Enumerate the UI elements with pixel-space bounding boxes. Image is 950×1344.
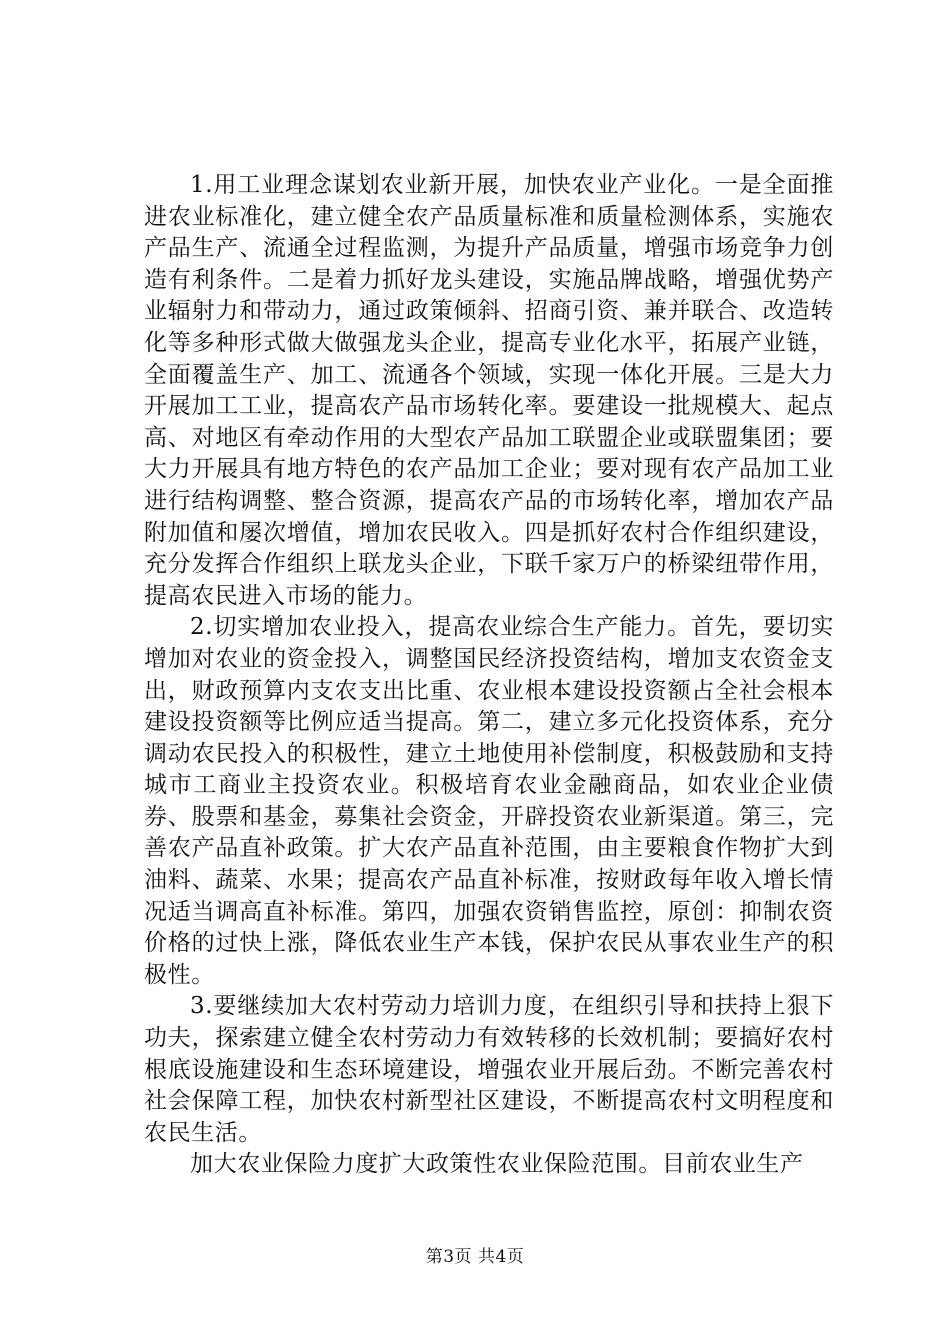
paragraph-1: 1.用工业理念谋划农业新开展，加快农业产业化。一是全面推进农业标准化，建立健全农产品质量标准和质量检测体系，实施农产品生产、流通全过程监测，为提升产品质量，增强市场竞争力创造有利条件。二是着力抓好龙头建设，实施品牌战略，增强优势产业辐射力和带动力，通过政策倾斜、招商引资、兼并联合、改造转化等多种形式做大做强龙头企业，提高专业化水平，拓展产业链，全面覆盖生产、加工、流通各个领域，实现一体化开展。三是大力开展加工工业，提高农产品市场转化率。要建设一批规模大、起点高、对地区有牵动作用的大型农产品加工联盟企业或联盟集团；要大力开展具有地方特色的农产品加工企业；要对现有农产品加工业进行结构调整、整合资源，提高农产品的市场转化率，增加农产品附加值和屡次增值，增加农民收入。四是抓好农村合作组织建设，充分发挥合作组织上联龙头企业，下联千家万户的桥梁纽带作用，提高农民进入市场的能力。: [144, 172, 834, 609]
paragraph-3: 3.要继续加大农村劳动力培训力度，在组织引导和扶持上狠下功夫，探索建立健全农村劳动力有效转移的长效机制；要搞好农村根底设施建设和生态环境建设，增强农业开展后劲。不断完善农村社会保障工程，加快农村新型社区建设，不断提高农村文明程度和农民生活。: [144, 993, 834, 1146]
page-footer: 第3页 共4页: [425, 1247, 525, 1267]
body-text: [144, 170, 834, 1181]
paragraph-4: 加大农业保险力度扩大政策性农业保险范围。目前农业生产: [190, 1151, 804, 1178]
paragraph-2: 2.切实增加农业投入，提高农业综合生产能力。首先，要切实增加对农业的资金投入，调整国民经济投资结构，增加支农资金支出，财政预算内支农支出比重、农业根本建设投资额占全社会根本建设投资额等比例应适当提高。第二，建立多元化投资体系，充分调动农民投入的积极性，建立土地使用补偿制度，积极鼓励和支持城市工商业主投资农业。积极培育农业金融商品，如农业企业债券、股票和基金，募集社会资金，开辟投资农业新渠道。第三，完善农产品直补政策。扩大农产品直补范围，由主要粮食作物扩大到油料、蔬菜、水果；提高农产品直补标准，按财政每年收入增长情况适当调高直补标准。第四，加强农资销售监控，原创：抑制农资价格的过快上涨，降低农业生产本钱，保护农民从事农业生产的积极性。: [144, 614, 834, 988]
